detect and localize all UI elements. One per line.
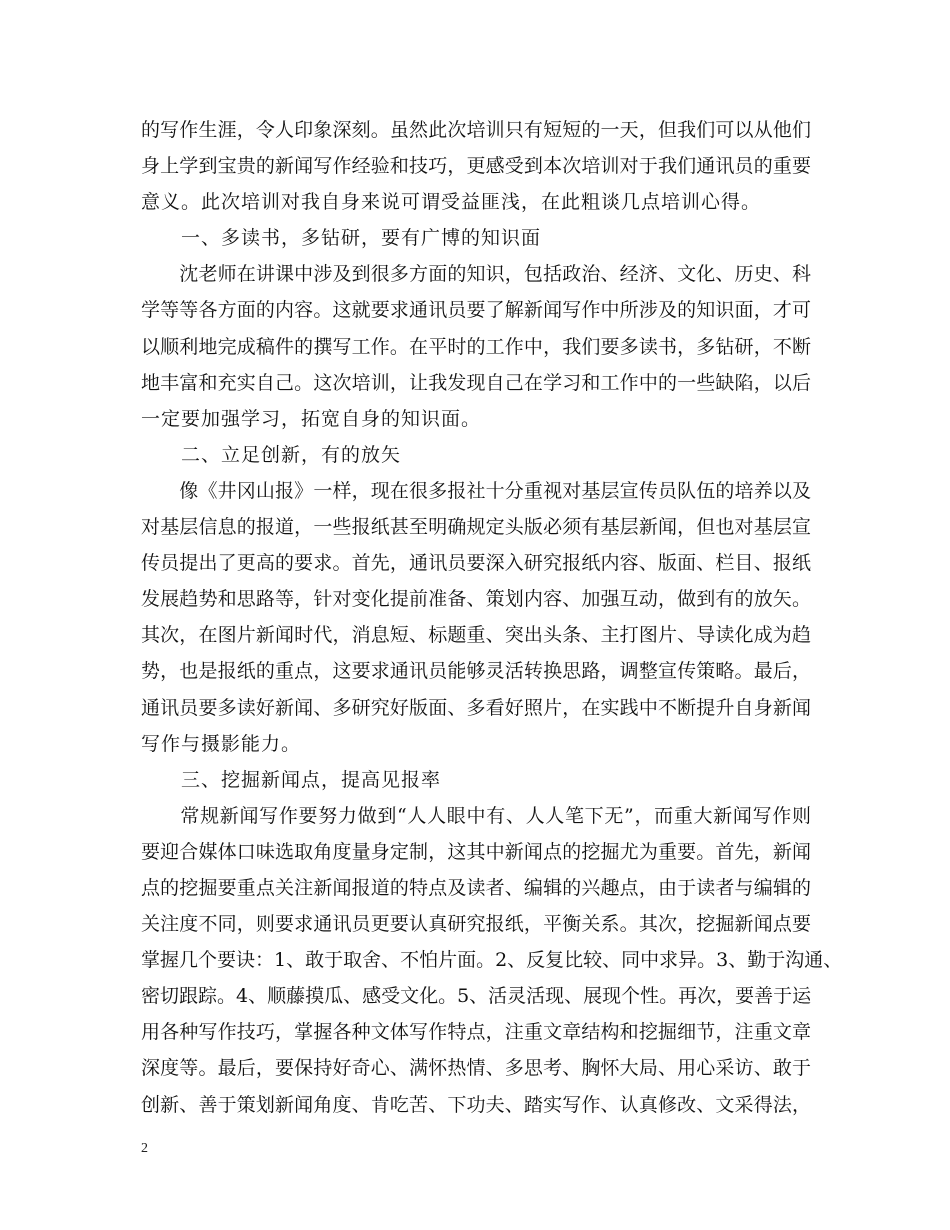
text-line: 创新、善于策划新闻角度、肯吃苦、下功夫、踏实写作、认真修改、文采得法， (141, 1093, 811, 1116)
document-body (141, 112, 843, 1123)
text-line: 地丰富和充实自己。这次培训，让我发现自己在学习和工作中的一些缺陷，以后 (141, 371, 811, 394)
text-line: 写作与摄影能力。 (141, 732, 302, 755)
text-line: 深度等。最后，要保持好奇心、满怀热情、多思考、胸怀大局、用心采访、敢于 (141, 1057, 811, 1080)
text-line: 学等等各方面的内容。这就要求通讯员要了解新闻写作中所涉及的知识面，才可 (141, 299, 811, 322)
text-line: 意义。此次培训对我自身来说可谓受益匪浅，在此粗谈几点培训心得。 (141, 191, 762, 214)
text-line: 密切跟踪。4、顺藤摸瓜、感受文化。5、活灵活现、展现个性。再次，要善于运 (141, 985, 812, 1008)
text-line: 三、挖掘新闻点，提高见报率 (141, 768, 442, 791)
text-line: 通讯员要多读好新闻、多研究好版面、多看好照片，在实践中不断提升自身新闻 (141, 696, 811, 719)
text-line: 一定要加强学习，拓宽自身的知识面。 (141, 407, 482, 430)
text-line: 势，也是报纸的重点，这要求通讯员能够灵活转换思路，调整宣传策略。最后， (141, 660, 811, 683)
text-line: 二、立足创新，有的放矢 (141, 443, 402, 466)
text-line: 像《井冈山报》一样，现在很多报社十分重视对基层宣传员队伍的培养以及 (141, 479, 811, 502)
text-line: 关注度不同，则要求通讯员更要认真研究报纸，平衡关系。其次，挖掘新闻点要 (141, 913, 811, 936)
page-number: 2 (141, 1141, 148, 1156)
text-line: 对基层信息的报道，一些报纸甚至明确规定头版必须有基层新闻，但也对基层宣 (141, 516, 811, 539)
text-line: 沈老师在讲课中涉及到很多方面的知识，包括政治、经济、文化、历史、科 (141, 263, 811, 286)
text-line: 要迎合媒体口味选取角度量身定制，这其中新闻点的挖掘尤为重要。首先，新闻 (141, 840, 811, 863)
text-line: 用各种写作技巧，掌握各种文体写作特点，注重文章结构和挖掘细节，注重文章 (141, 1021, 811, 1044)
text-line: 常规新闻写作要努力做到“人人眼中有、人人笔下无”，而重大新闻写作则 (141, 804, 811, 827)
text-line: 以顺利地完成稿件的撰写工作。在平时的工作中，我们要多读书，多钻研，不断 (141, 335, 811, 358)
text-line: 点的挖掘要重点关注新闻报道的特点及读者、编辑的兴趣点，由于读者与编辑的 (141, 876, 811, 899)
text-line: 发展趋势和思路等，针对变化提前准备、策划内容、加强互动，做到有的放矢。 (141, 588, 811, 611)
text-line: 的写作生涯，令人印象深刻。虽然此次培训只有短短的一天，但我们可以从他们 (141, 119, 811, 141)
text-line: 掌握几个要诀：1、敢于取舍、不怕片面。2、反复比较、同中求异。3、勤于沟通、 (141, 949, 843, 972)
text-line: 身上学到宝贵的新闻写作经验和技巧，更感受到本次培训对于我们通讯员的重要 (141, 155, 811, 178)
text-line: 其次，在图片新闻时代，消息短、标题重、突出头条、主打图片、导读化成为趋 (141, 624, 811, 647)
text-line: 一、多读书，多钻研，要有广博的知识面 (141, 227, 542, 250)
text-line: 传员提出了更高的要求。首先，通讯员要深入研究报纸内容、版面、栏目、报纸 (141, 552, 811, 575)
